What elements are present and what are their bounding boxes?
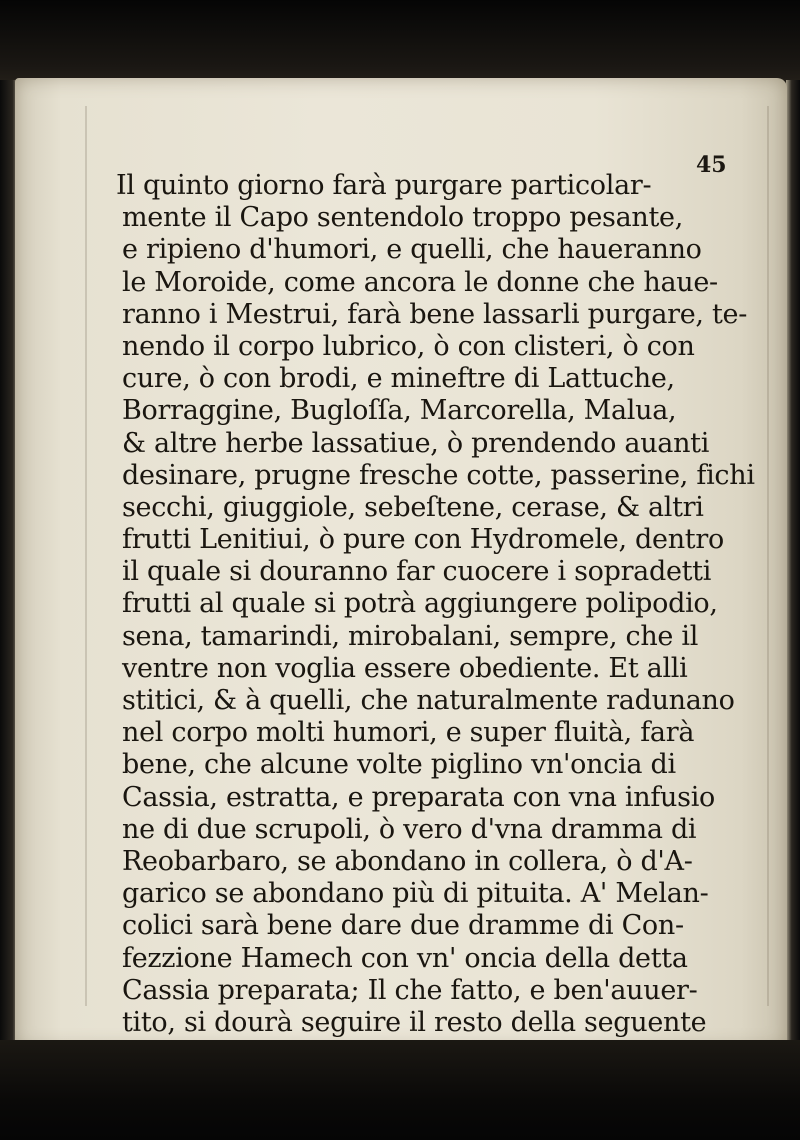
text-line: il quale si douranno far cuocere i sopradetti [122, 556, 712, 588]
text-line: sena, tamarindi, mirobalani, sempre, che il [122, 620, 699, 652]
text-line: Borraggine, Bugloſſa, Marcorella, Malua, [122, 395, 677, 427]
text-line: desinare, prugne fresche cotte, passerine, fichi [122, 459, 755, 491]
text-line: frutti al quale si potrà aggiungere polipodio, [122, 588, 718, 620]
text-line: Il quinto giorno farà purgare particolar- [116, 170, 652, 201]
text-line: secchi, giuggiole, sebeſtene, cerase, & altri [122, 491, 704, 523]
text-line: ventre non voglia essere obediente. Et alli [122, 652, 688, 684]
text-line: mente il Capo sentendolo troppo pesante, [122, 202, 683, 234]
text-line: colici sarà bene dare due dramme di Con- [122, 910, 684, 942]
text-line: Cassia, estratta, e preparata con vna infusio [122, 781, 715, 813]
text-line: nendo il corpo lubrico, ò con clisteri, ò con [122, 330, 695, 362]
text-line: nel corpo molti humori, e super fluità, farà [122, 717, 695, 749]
text-line: cure, ò con brodi, e mineftre di Lattuche, [122, 363, 675, 395]
text-line: Cassia preparata; Il che fatto, e ben'auuer- [122, 974, 698, 1006]
text-line: ranno i Mestrui, farà bene lassarli purgare, te- [122, 298, 748, 330]
text-line: frutti Lenitiui, ò pure con Hydromele, dentro [122, 524, 724, 556]
scan-bottom-background [0, 1040, 800, 1140]
text-line: Reobarbaro, se abondano in collera, ò d'A- [122, 845, 693, 877]
page-number: 45 [696, 152, 727, 178]
text-line: tito, si dourà seguire il resto della seguente [122, 1006, 707, 1038]
text-line: ne di due scrupoli, ò vero d'vna dramma di [122, 813, 697, 845]
text-line: garico se abondano più di pituita. A' Melan- [122, 878, 709, 910]
text-line: fezzione Hamech con vn' oncia della detta [122, 942, 688, 974]
text-line: bene, che alcune volte piglino vn'oncia di [122, 749, 676, 781]
text-line: e ripieno d'humori, e quelli, che haueranno [122, 234, 702, 266]
body-text [116, 170, 762, 1071]
text-line: & altre herbe lassatiue, ò prendendo auanti [122, 427, 710, 459]
text-line: le Moroide, come ancora le donne che haue- [122, 266, 718, 298]
page-right-edge [786, 80, 800, 1050]
text-line: stitici, & à quelli, che naturalmente radunano [122, 685, 735, 716]
